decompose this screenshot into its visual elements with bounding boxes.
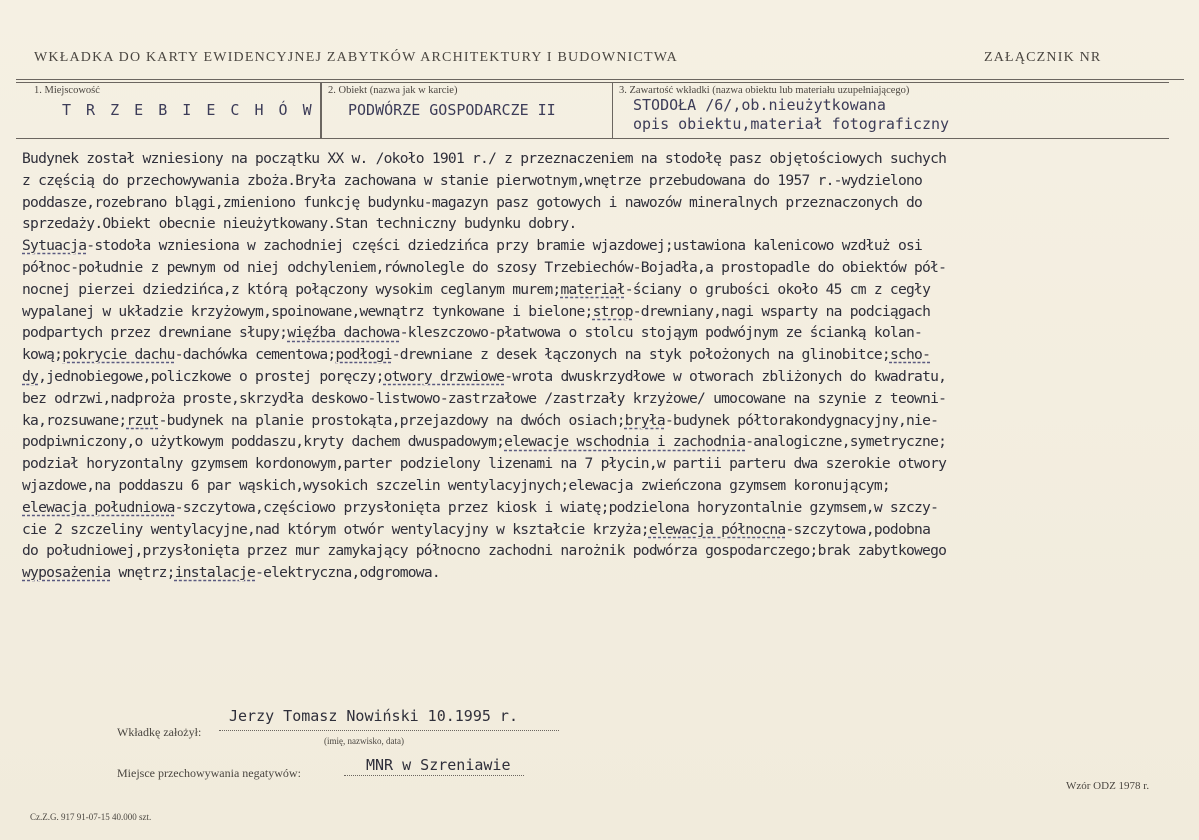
section-heading: strop [592, 302, 633, 320]
text-segment: -analogiczne,symetryczne; [745, 433, 947, 451]
text-line [22, 301, 1187, 323]
description-text [22, 148, 1187, 584]
text-segment: -kleszczowo-płatwowa o stolcu stojąym podwójnym ze ścianką kolan- [399, 324, 923, 342]
text-segment: bez odrzwi,nadproża proste,skrzydła deskowo-listwowo-zastrzałowe /zastrzały krzyżowe/ umocowane na szynie z teowni- [22, 389, 947, 407]
text-line [22, 388, 1187, 410]
text-segment: -ściany o grubości około 45 cm z cegły [624, 280, 931, 298]
text-line [22, 213, 1187, 235]
place-value: T R Z E B I E C H Ó W [62, 101, 315, 119]
author-value: Jerzy Tomasz Nowiński 10.1995 r. [229, 707, 518, 725]
text-line [22, 235, 1187, 257]
text-segment: -wrota dwuskrzydłowe w otworach zbliżonych do kwadratu, [504, 367, 947, 385]
text-line [22, 562, 1187, 584]
content-value-line2: opis obiektu,materiał fotograficzny [633, 115, 950, 133]
text-line [22, 257, 1187, 279]
text-segment: -budynek półtorakondygnacyjny,nie- [664, 411, 939, 429]
section-heading: bryła [624, 411, 665, 429]
text-segment: kową; [22, 346, 63, 364]
section-heading: instalacje [174, 564, 256, 582]
negatives-value: MNR w Szreniawie [366, 756, 511, 774]
author-line [219, 730, 559, 731]
negatives-label: Miejsce przechowywania negatywów: [117, 766, 301, 780]
text-segment: cie 2 szczeliny wentylacyjne,nad którym otwór wentylacyjny w kształcie krzyża; [22, 520, 649, 538]
annex-label: ZAŁĄCZNIK NR [984, 50, 1102, 65]
text-segment: północ-południe z pewnym od niej odchyleniem,równolegle do szosy Trzebiechów-Bojadła,a prostopadle do obiektów pół- [22, 258, 947, 276]
content-value-line1: STODOŁA /6/,ob.nieużytkowana [633, 96, 886, 114]
text-line [22, 453, 1187, 475]
text-segment: do południowej,przysłonięta przez mur zamykający północno zachodni narożnik podwórza gospodarczego;brak zabytkowego [22, 542, 947, 560]
text-segment: wjazdowe,na poddaszu 6 par wąskich,wysokich szczelin wentylacyjnych;elewacja zwieńczona gzymsem koronującym; [22, 476, 890, 494]
text-segment: wypalanej w układzie krzyżowym,spoinowane,wewnątrz tynkowane i bielone; [22, 302, 593, 320]
text-line [22, 170, 1187, 192]
author-label: Wkładkę założył: [117, 725, 202, 739]
section-heading: Sytuacja [22, 237, 87, 255]
text-segment: -drewniane z desek łączonych na styk położonych na glinobitce; [391, 346, 890, 364]
text-line [22, 497, 1187, 519]
print-info: Cz.Z.G. 917 91-07-15 40.000 szt. [30, 812, 152, 822]
text-line [22, 148, 1187, 170]
text-segment: podpartych przez drewniane słupy; [22, 324, 288, 342]
text-segment: podział horyzontalny gzymsem kordonowym,parter podzielony lizenami na 7 płycin,w partii parteru dwa szerokie otwory [22, 455, 947, 473]
text-segment: ka,rozsuwane; [22, 411, 127, 429]
card-title: WKŁADKA DO KARTY EWIDENCYJNEJ ZABYTKÓW ARCHITEKTURY I BUDOWNICTWA [34, 50, 678, 65]
text-line [22, 344, 1187, 366]
content-label: 3. Zawartość wkładki (nazwa obiektu lub materiału uzupełniającego) [619, 85, 910, 96]
text-segment: podpiwniczony,o użytkowym poddaszu,kryty dachem dwuspadowym; [22, 433, 505, 451]
form-id: Wzór ODZ 1978 r. [1066, 780, 1150, 792]
section-heading: elewacja południowa [22, 498, 175, 516]
text-segment: poddasze,rozebrano blągi,zmieniono funkcję budynku-magazyn pasz gotowych i nawozów mineralnych przeznaczonych do [22, 193, 923, 211]
object-label: 2. Obiekt (nazwa jak w karcie) [328, 85, 458, 96]
text-segment: -stodoła wzniesiona w zachodniej części dziedzińca przy bramie wjazdowej;ustawiona kalenicowo wzdłuż osi [86, 237, 923, 255]
text-segment: nocnej pierzei dziedzińca,z którą połączony wysokim ceglanym murem; [22, 280, 561, 298]
section-heading: dy [22, 367, 39, 385]
text-segment: Budynek został wzniesiony na początku XX w. /około 1901 r./ z przeznaczeniem na stodołę pasz objętościowych suchych [22, 150, 947, 167]
place-label: 1. Miejscowość [34, 85, 100, 96]
object-value: PODWÓRZE GOSPODARCZE II [348, 101, 556, 119]
section-heading: materiał [560, 280, 625, 298]
author-hint: (imię, nazwisko, data) [324, 736, 404, 746]
section-heading: wyposażenia [22, 564, 111, 582]
text-segment: -elektryczna,odgromowa. [255, 564, 440, 582]
section-heading: otwory drzwiowe [383, 367, 505, 385]
content-box [612, 82, 1169, 139]
section-heading: pokrycie dachu [62, 346, 175, 364]
section-heading: scho- [889, 346, 931, 364]
text-segment: -dachówka cementowa; [174, 346, 336, 364]
header-divider [16, 79, 1184, 80]
text-line [22, 540, 1187, 562]
text-segment: -szczytowa,podobna [785, 520, 931, 538]
negatives-line [344, 775, 524, 776]
text-line [22, 322, 1187, 344]
place-box [16, 82, 321, 139]
text-line [22, 475, 1187, 497]
section-heading: rzut [126, 411, 159, 429]
section-heading: elewacja północna [648, 520, 786, 538]
section-heading: więźba dachowa [287, 324, 400, 342]
text-segment: ,jednobiegowe,policzkowe o prostej poręczy; [38, 367, 384, 385]
text-line [22, 519, 1187, 541]
text-line [22, 279, 1187, 301]
section-heading: podłogi [335, 346, 392, 364]
text-segment: -drewniany,nagi wsparty na podciągach [632, 302, 931, 320]
text-line [22, 366, 1187, 388]
text-segment: wnętrz; [110, 564, 175, 582]
text-segment: -szczytowa,częściowo przysłonięta przez kiosk i wiatę;podzielona horyzontalnie gzymsem,w szczy- [174, 498, 939, 516]
text-segment: sprzedaży.Obiekt obecnie nieużytkowany.Stan techniczny budynku dobry. [22, 215, 577, 233]
section-heading: elewacje wschodnia i zachodnia [504, 433, 746, 451]
text-line [22, 192, 1187, 214]
object-box [321, 82, 613, 139]
text-segment: z częścią do przechowywania zboża.Bryła zachowana w stanie pierwotnym,wnętrze przebudowana do 1957 r.-wydzielono [22, 171, 923, 189]
text-line [22, 431, 1187, 453]
text-segment: -budynek na planie prostokąta,przejazdowy na dwóch osiach; [158, 411, 625, 429]
text-line [22, 410, 1187, 432]
